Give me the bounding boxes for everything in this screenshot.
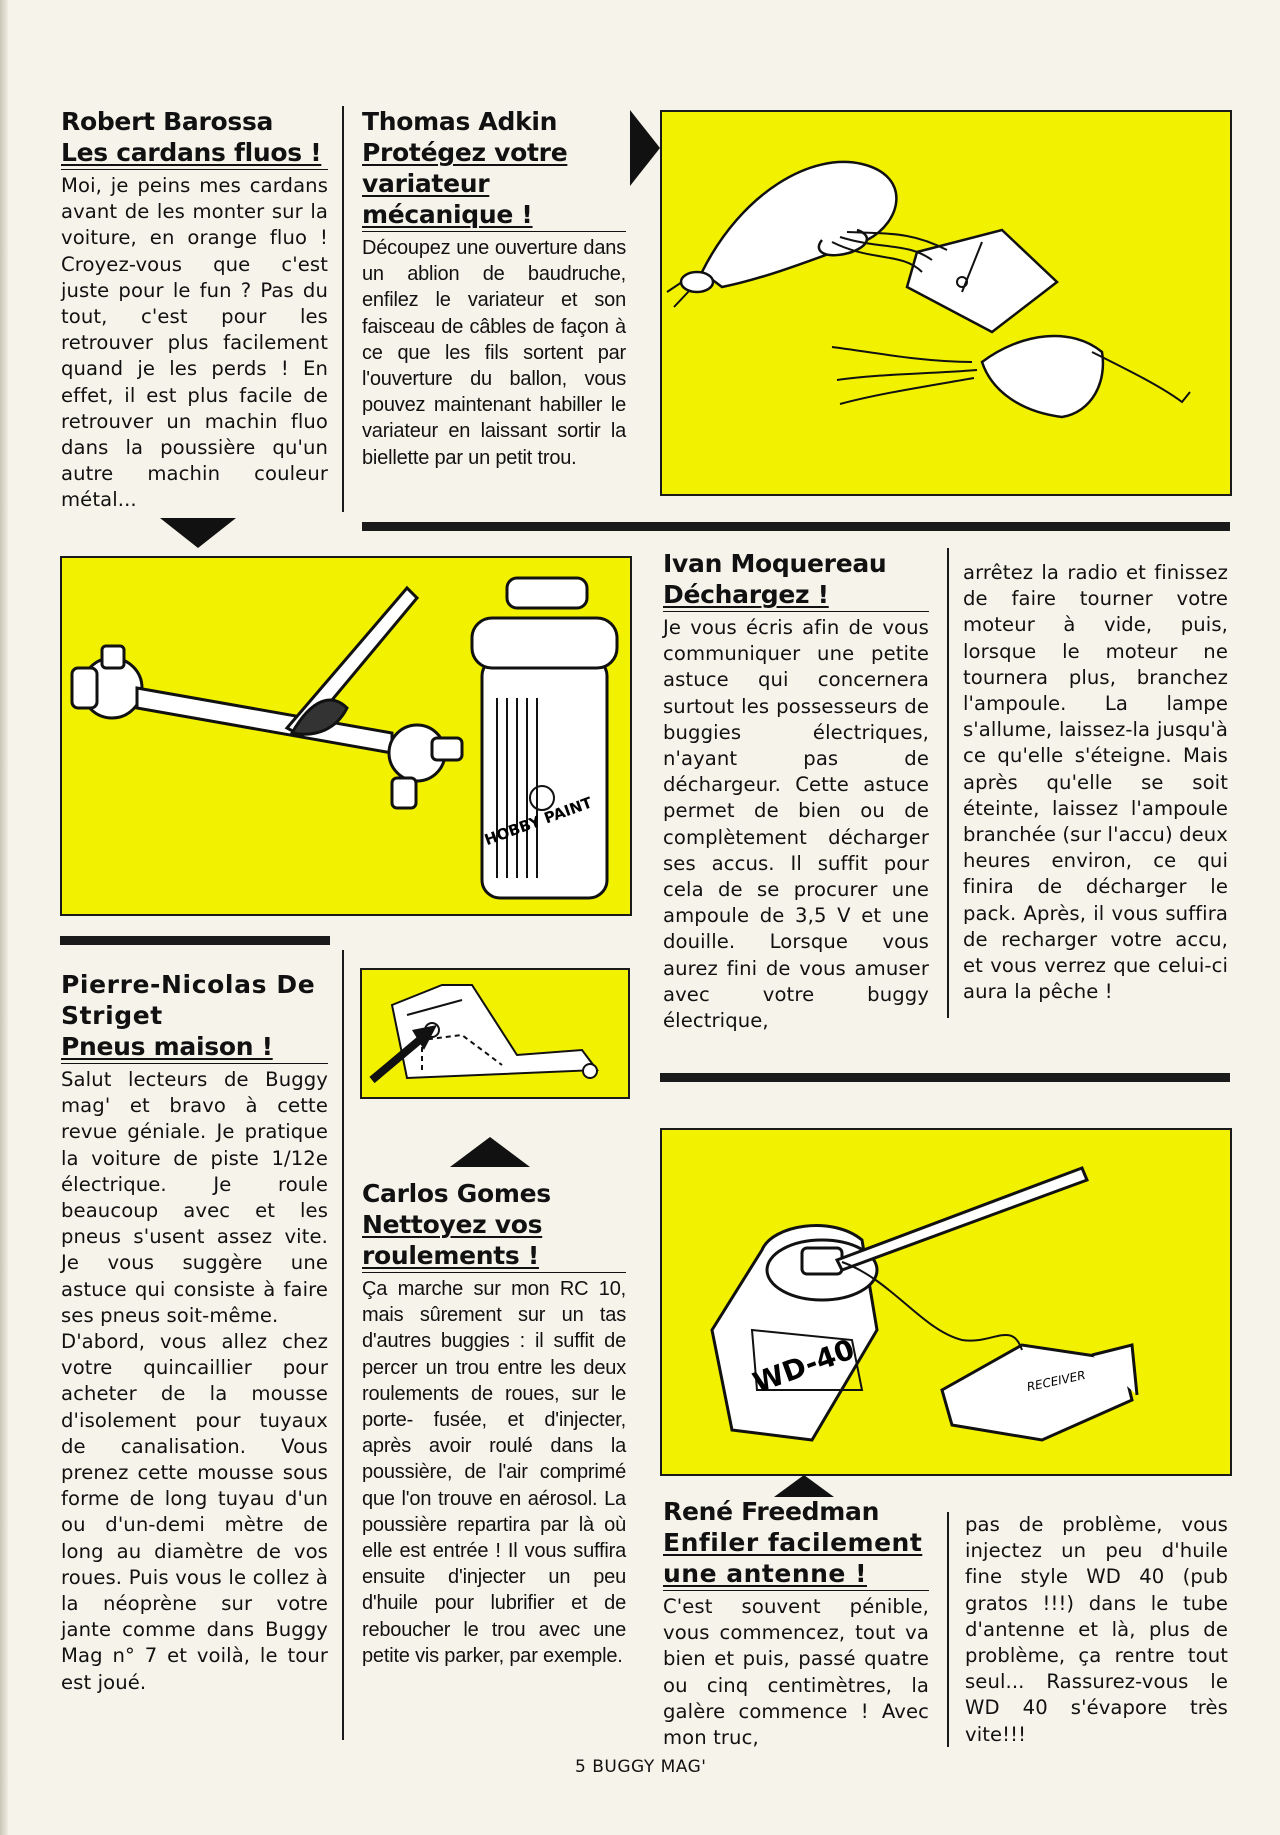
article-robert-barossa	[61, 106, 328, 514]
illustration-paint-driveshaft	[60, 556, 632, 916]
column-rule	[947, 1512, 949, 1747]
article-title: Déchargez !	[663, 579, 929, 612]
article-rene-freedman-continued	[965, 1512, 1228, 1748]
article-title: Pneus maison !	[61, 1031, 328, 1064]
section-rule	[60, 936, 330, 945]
column-rule	[947, 548, 949, 1018]
article-ivan-moquereau	[663, 548, 929, 1034]
article-title: Les cardans fluos !	[61, 137, 328, 170]
article-body: Je vous écris afin de vous communiquer une petite astuce qui concernera surtout les possesseurs de buggies électriques, n'ayant pas de déchargeur. Cette astuce permet de bien ou de complètement décharger ses accus. Il suffit pour cela de se procurer une ampoule de 3,5 V et une douille. Lorsque vous aurez fini de vous amuser avec votre buggy électrique,	[663, 616, 929, 1033]
section-rule	[362, 522, 1230, 531]
article-thomas-adkin	[362, 106, 626, 471]
article-body: pas de problème, vous injectez un peu d'huile fine style WD 40 (pub gratos !!!) dans le tube d'antenne et là, plus de problème, ça rentre tout seul... Rassurez-vous le WD 40 s'évapore très vite!!!	[965, 1513, 1228, 1746]
up-arrow-icon	[450, 1137, 530, 1167]
article-author: Ivan Moquereau	[663, 549, 887, 578]
column-rule	[342, 106, 344, 512]
article-ivan-moquereau-continued	[963, 560, 1228, 1005]
article-body: arrêtez la radio et finissez de faire tourner votre moteur à vide, puis, lorsque le moteur ne tournera plus, branchez l'ampoule. La lampe s'allume, laissez-la jusqu'à ce qu'elle s'éteigne. Mais après qu'elle se soit éteinte, laissez l'ampoule branchée (sur l'accu) deux heures environ, ce qui finira de décharger le pack. Après, il vous suffira de recharger votre accu, et vous verrez que celui-ci aura la pêche !	[963, 561, 1228, 1004]
article-title: Nettoyez vos roulements !	[362, 1209, 626, 1273]
article-author: Carlos Gomes	[362, 1179, 551, 1208]
down-arrow-icon	[160, 518, 236, 548]
article-carlos-gomes	[362, 1178, 626, 1669]
article-body: Salut lecteurs de Buggy mag' et bravo à cette revue géniale. Je pratique la voiture de piste 1/12e électrique. Je roule beaucoup avec et les pneus s'usent assez vite. Je vous suggère une astuce qui consiste à faire ses pneus soit-même. D'abord, vous allez chez votre quincaillier pour acheter de la mousse d'isolement pour tuyaux de canalisation. Vous prenez cette mousse sous forme de long tuyau d'un ou d'un-demi mètre de long au diamètre de vos roues. Puis vous le collez à la néoprène sur votre jante comme dans Buggy Mag n° 7 et voilà, le tour est joué.	[61, 1068, 328, 1694]
article-author: Thomas Adkin	[362, 107, 558, 136]
article-author: René Freedman	[663, 1497, 880, 1526]
illustration-wd40-antenna	[660, 1128, 1232, 1476]
article-pierre-nicolas-de-striget	[61, 969, 328, 1696]
can-label: WD-40	[748, 1332, 859, 1400]
paint-jar-label: HOBBY PAINT	[482, 793, 595, 850]
article-body: C'est souvent pénible, vous commencez, tout va bien et puis, passé quatre ou cinq centimètres, la galère commence ! Avec mon truc,	[663, 1595, 929, 1750]
article-author: Robert Barossa	[61, 107, 274, 136]
article-body: Ça marche sur mon RC 10, mais sûrement sur un tas d'autres buggies : il suffit de percer un trou entre les deux roulements de roues, sur le porte- fusée, et d'injecter, après avoir roulé dans la poussière, de l'air comprimé que l'on trouve en aérosol. La poussière repartira par là où elle est entrée ! Il vous suffira ensuite d'injecter un peu d'huile pour lubrifier et de reboucher le trou avec une petite vis parker, par exemple.	[362, 1278, 626, 1667]
up-arrow-icon	[774, 1475, 834, 1497]
illustration-hub-carrier	[360, 968, 630, 1099]
article-body: Moi, je peins mes cardans avant de les monter sur la voiture, en orange fluo ! Croyez-vous que c'est juste pour le fun ? Pas du tout, c'est pour les retrouver plus facilement quand je les perds ! En effet, il est plus facile de retrouver un machin fluo dans la poussière qu'un autre machin couleur métal...	[61, 174, 328, 512]
page-spine-shadow	[0, 0, 8, 1835]
section-rule	[660, 1073, 1230, 1082]
receiver-label: RECEIVER	[1025, 1368, 1087, 1395]
article-body: Découpez une ouverture dans un ablion de baudruche, enfilez le variateur et son faisceau de câbles de façon à ce que les fils sortent par l'ouverture du ballon, vous pouvez maintenant habiller le variateur en laissant sortir la biellette par un petit trou.	[362, 237, 626, 469]
article-title: Enfiler facilement une antenne !	[663, 1527, 929, 1591]
article-author: Pierre-Nicolas De Striget	[61, 970, 316, 1030]
page-folio: 5 BUGGY MAG'	[575, 1757, 707, 1777]
illustration-balloon-variator	[660, 110, 1232, 496]
article-title: Protégez votre variateur mécanique !	[362, 137, 626, 232]
article-rene-freedman	[663, 1496, 929, 1751]
right-arrow-icon	[630, 110, 660, 186]
column-rule	[342, 950, 344, 1740]
